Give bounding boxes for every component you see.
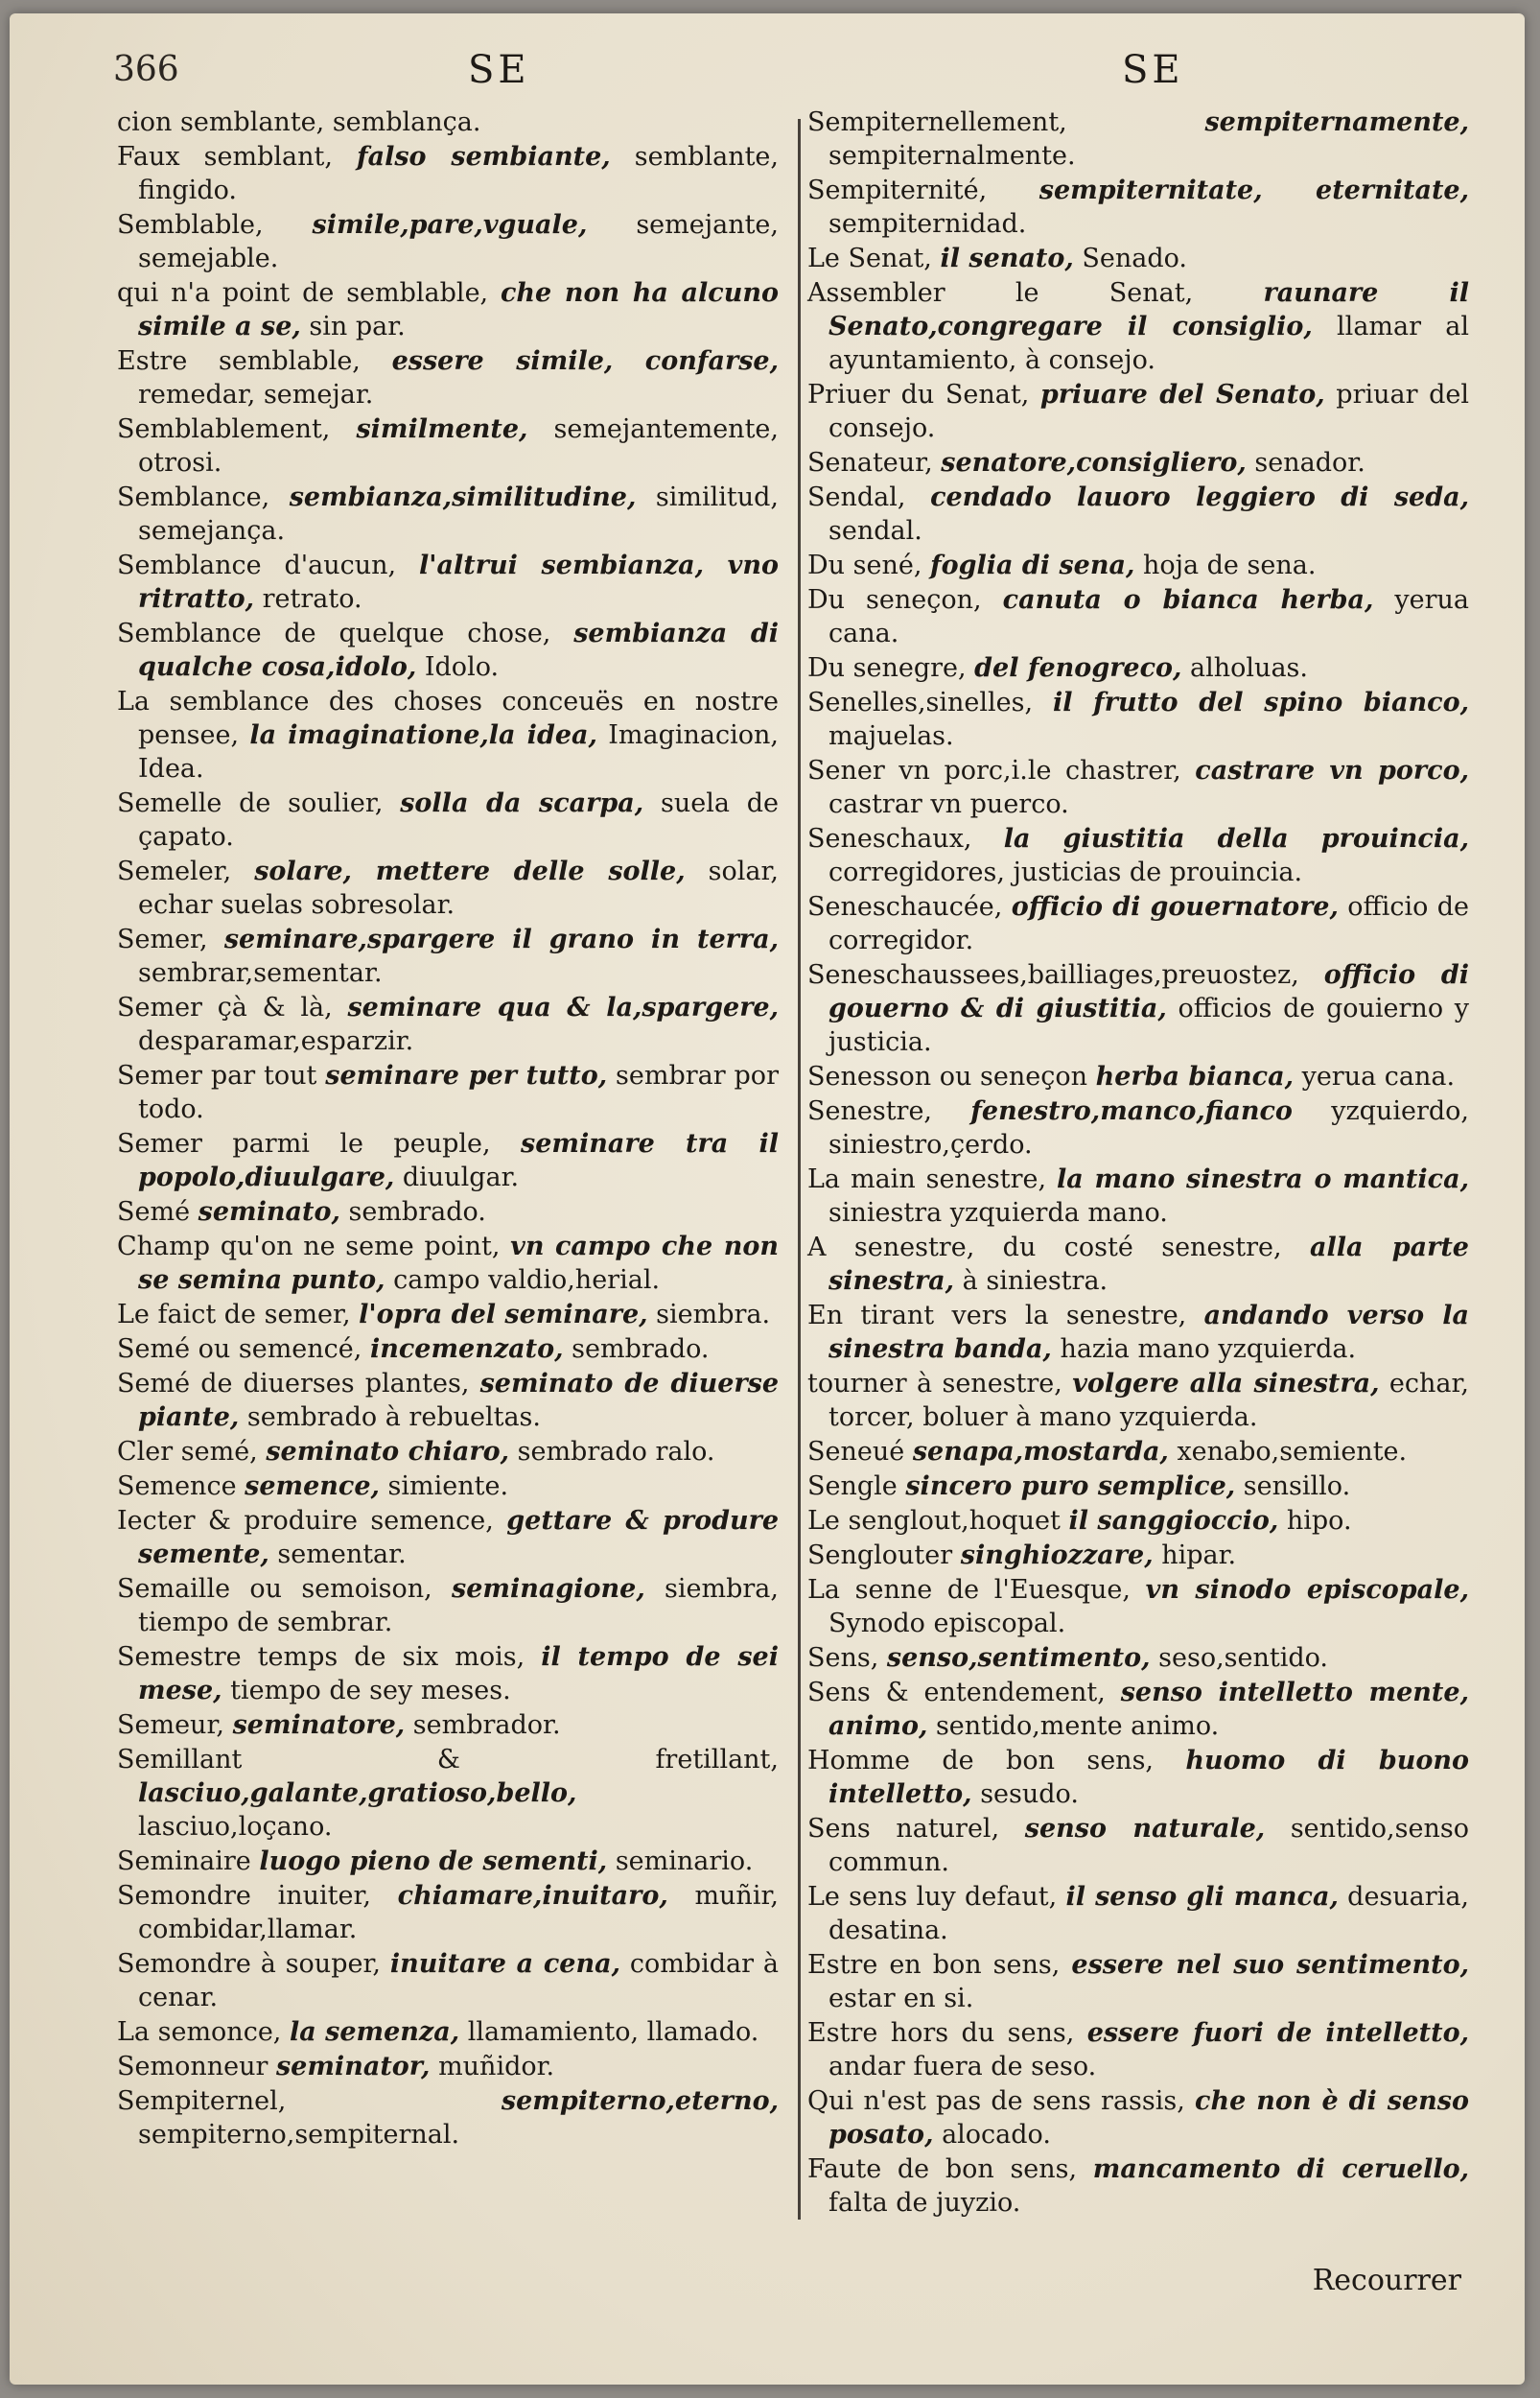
french-headword: Semondre inuiter,: [117, 1881, 371, 1911]
italian-equivalent: mancamento di ceruello,: [1092, 2154, 1469, 2184]
italian-equivalent: falso sembiante,: [356, 142, 611, 172]
french-headword: Le senglout,hoquet: [807, 1506, 1061, 1536]
spanish-equivalent: castrar vn puerco.: [828, 789, 1069, 819]
french-headword: Senateur,: [807, 448, 933, 478]
dictionary-entry: [807, 481, 1469, 548]
spanish-equivalent: corregidores, justicias de prouincia.: [828, 858, 1303, 887]
page-number: 366: [113, 50, 179, 89]
french-headword: Semer,: [117, 925, 208, 954]
french-headword: Sens,: [807, 1643, 879, 1673]
spanish-equivalent: siembra.: [656, 1300, 771, 1329]
italian-equivalent: seminato chiaro,: [266, 1437, 510, 1467]
spanish-equivalent: xenabo,semiente.: [1177, 1437, 1408, 1467]
spanish-equivalent: sesudo.: [980, 1779, 1079, 1809]
french-headword: Estre hors du sens,: [807, 2018, 1075, 2048]
french-headword: Priuer du Senat,: [807, 380, 1030, 410]
italian-equivalent: la semenza,: [289, 2017, 460, 2047]
french-headword: Semelle de soulier,: [117, 788, 384, 818]
spanish-equivalent: muñidor.: [438, 2052, 555, 2081]
french-headword: Semaille ou semoison,: [117, 1574, 432, 1604]
dictionary-entry: [117, 276, 779, 343]
dictionary-entry: [117, 106, 779, 139]
dictionary-entry: [117, 1059, 779, 1126]
french-headword: Semestre temps de six mois,: [117, 1642, 525, 1672]
spanish-equivalent: seso,sentido.: [1158, 1643, 1329, 1673]
french-headword: La semonce,: [117, 2017, 282, 2047]
dictionary-entry: [807, 1367, 1469, 1434]
spanish-equivalent: yzquierdo, siniestro,çerdo.: [828, 1096, 1469, 1160]
french-headword: Semblance d'aucun,: [117, 551, 397, 580]
spanish-equivalent: yerua cana.: [828, 585, 1470, 648]
italian-equivalent: sempiternamente,: [1204, 107, 1469, 137]
italian-equivalent: il senso gli manca,: [1065, 1882, 1339, 1912]
spanish-equivalent: hazia mano yzquierda.: [1060, 1334, 1357, 1364]
spanish-equivalent: hipo.: [1286, 1506, 1352, 1536]
dictionary-entry: [807, 1094, 1469, 1162]
italian-equivalent: volgere alla sinestra,: [1072, 1369, 1380, 1399]
italian-equivalent: raunare il Senato,congregare il consiglio,: [828, 278, 1469, 341]
dictionary-entry: [117, 1845, 779, 1878]
dictionary-entry: [807, 1060, 1469, 1093]
spanish-equivalent: officio de corregidor.: [828, 892, 1469, 955]
dictionary-entry: [117, 617, 779, 684]
french-headword: Seminaire: [117, 1846, 251, 1876]
spanish-equivalent: sembrar por todo.: [138, 1061, 779, 1124]
spanish-equivalent: desuaria, desatina.: [828, 1882, 1469, 1945]
french-headword: A senestre, du costé senestre,: [807, 1233, 1282, 1262]
spanish-equivalent: sembrador.: [412, 1710, 561, 1740]
french-headword: Iecter & produire semence,: [117, 1506, 494, 1536]
spanish-equivalent: sentido,mente animo.: [935, 1711, 1220, 1741]
spanish-equivalent: sempiternalmente.: [828, 141, 1076, 171]
spanish-equivalent: Idolo.: [424, 652, 500, 682]
french-headword: tourner à senestre,: [807, 1369, 1062, 1399]
dictionary-entry: [117, 549, 779, 616]
spanish-equivalent: lasciuo,loçano.: [138, 1812, 333, 1842]
dictionary-entry: [117, 1230, 779, 1297]
italian-equivalent: chiamare,inuitaro,: [397, 1881, 668, 1911]
spanish-equivalent: Senado.: [1082, 244, 1187, 273]
french-headword: Seneschaux,: [807, 824, 972, 854]
dictionary-entry: [807, 1676, 1469, 1743]
spanish-equivalent: alocado.: [942, 2120, 1051, 2150]
spanish-equivalent: semblante, fingido.: [138, 142, 779, 205]
french-headword: Semer parmi le peuple,: [117, 1129, 491, 1159]
spanish-equivalent: semejante, semejable.: [138, 210, 779, 273]
french-headword: Le sens luy defaut,: [807, 1882, 1058, 1912]
dictionary-entry: [117, 1332, 779, 1366]
dictionary-entry: [117, 1504, 779, 1571]
italian-equivalent: seminagione,: [452, 1574, 645, 1604]
dictionary-entry: [117, 1708, 779, 1742]
catchword: Recourrer: [1312, 2264, 1461, 2297]
french-headword: Assembler le Senat,: [807, 278, 1194, 308]
dictionary-entry: [807, 583, 1469, 650]
spanish-equivalent: siniestra yzquierda mano.: [828, 1198, 1168, 1228]
spanish-equivalent: muñir, combidar,llamar.: [138, 1881, 779, 1944]
italian-equivalent: castrare vn porco,: [1195, 756, 1469, 786]
dictionary-entry: [807, 1539, 1469, 1572]
french-headword: Sempiternellement,: [807, 107, 1067, 137]
italian-equivalent: seminato de diuerse piante,: [138, 1369, 779, 1432]
italian-equivalent: incemenzato,: [369, 1334, 564, 1364]
italian-equivalent: foglia di sena,: [930, 551, 1135, 580]
french-headword: Seneué: [807, 1437, 905, 1467]
french-headword: La semblance des choses conceuës en nostre pensee,: [117, 687, 779, 750]
dictionary-entry: [117, 787, 779, 854]
dictionary-entry: [117, 412, 779, 480]
french-headword: Semillant & fretillant,: [117, 1745, 779, 1775]
dictionary-entry: [117, 923, 779, 990]
dictionary-entry: [807, 1744, 1469, 1811]
french-headword: Sempiternité,: [807, 176, 988, 205]
spanish-equivalent: llamar al ayuntamiento, à consejo.: [828, 312, 1469, 375]
italian-equivalent: sempiternitate, eternitate,: [1038, 176, 1469, 205]
italian-equivalent: vn campo che non se semina punto,: [138, 1232, 779, 1295]
french-headword: Faux semblant,: [117, 142, 333, 172]
italian-equivalent: la imaginatione,la idea,: [249, 720, 597, 750]
french-headword: Seneschaucée,: [807, 892, 1003, 922]
italian-equivalent: sincero puro semplice,: [905, 1471, 1236, 1501]
dictionary-entry: [807, 1880, 1469, 1947]
french-headword: Semence: [117, 1471, 237, 1501]
dictionary-entry: [807, 1299, 1469, 1366]
dictionary-entry: [807, 958, 1469, 1059]
spanish-equivalent: diuulgar.: [402, 1163, 520, 1192]
french-headword: Du seneçon,: [807, 585, 982, 615]
italian-equivalent: essere nel suo sentimento,: [1071, 1950, 1469, 1980]
italian-equivalent: lasciuo,galante,gratioso,bello,: [138, 1778, 577, 1808]
italian-equivalent: senso naturale,: [1024, 1814, 1266, 1844]
spanish-equivalent: à siniestra.: [962, 1266, 1108, 1296]
italian-equivalent: luogo pieno de sementi,: [259, 1846, 608, 1876]
spanish-equivalent: campo valdio,herial.: [393, 1265, 661, 1295]
dictionary-entry: [807, 1435, 1469, 1469]
spanish-equivalent: sentido,senso commun.: [828, 1814, 1469, 1877]
italian-equivalent: officio di gouerno & di giustitia,: [828, 960, 1469, 1023]
dictionary-entry: [807, 1469, 1469, 1503]
spanish-equivalent: llamamiento, llamado.: [467, 2017, 759, 2047]
dictionary-entry: [117, 991, 779, 1058]
dictionary-entry: [807, 1163, 1469, 1230]
spanish-equivalent: alholuas.: [1190, 653, 1308, 683]
italian-equivalent: il senato,: [940, 244, 1074, 273]
dictionary-entry: [807, 651, 1469, 685]
dictionary-entry: [807, 1641, 1469, 1675]
french-headword: Seneschaussees,bailliages,preuostez,: [807, 960, 1299, 990]
spanish-equivalent: Synodo episcopal.: [828, 1609, 1066, 1638]
french-headword: Sener vn porc,i.le chastrer,: [807, 756, 1181, 786]
italian-equivalent: solla da scarpa,: [400, 788, 644, 818]
italian-equivalent: il tempo de sei mese,: [138, 1642, 779, 1705]
italian-equivalent: l'altrui sembianza, vno ritratto,: [138, 551, 780, 614]
italian-equivalent: seminatore,: [232, 1710, 406, 1740]
dictionary-entry: [807, 446, 1469, 480]
italian-equivalent: del fenogreco,: [974, 653, 1182, 683]
french-headword: Sens naturel,: [807, 1814, 1000, 1844]
dictionary-entry: [807, 2016, 1469, 2083]
italian-equivalent: semence,: [245, 1471, 380, 1501]
italian-equivalent: similmente,: [356, 414, 528, 444]
italian-equivalent: simile,pare,vguale,: [312, 210, 588, 240]
dictionary-entry: [117, 1298, 779, 1331]
dictionary-entry: [117, 1879, 779, 1946]
italian-equivalent: sembianza,similitudine,: [289, 482, 637, 512]
spanish-equivalent: simiente.: [387, 1471, 509, 1501]
dictionary-entry: [807, 1812, 1469, 1879]
dictionary-entry: [117, 1367, 779, 1434]
spanish-equivalent: sementar.: [277, 1540, 407, 1569]
french-headword: Semer çà & là,: [117, 993, 333, 1023]
dictionary-entry: [117, 1640, 779, 1707]
french-headword: Sempiternel,: [117, 2086, 287, 2116]
italian-equivalent: seminare per tutto,: [325, 1061, 608, 1091]
dictionary-entry: [117, 2015, 779, 2049]
french-headword: Semblance,: [117, 482, 270, 512]
spanish-equivalent: hipar.: [1161, 1540, 1237, 1570]
dictionary-entry: [117, 1195, 779, 1229]
spanish-equivalent: senador.: [1254, 448, 1365, 478]
french-headword: Sengle: [807, 1471, 898, 1501]
spanish-equivalent: similitud, semejança.: [138, 482, 779, 546]
italian-equivalent: huomo di buono intelletto,: [828, 1746, 1469, 1809]
dictionary-entry: [117, 685, 779, 786]
french-headword: Du senegre,: [807, 653, 967, 683]
italian-equivalent: la mano sinestra o mantica,: [1057, 1164, 1469, 1194]
spanish-equivalent: sempiterno,sempiternal.: [138, 2120, 460, 2150]
running-head-right: SE: [1122, 48, 1184, 92]
spanish-equivalent: sin par.: [309, 312, 406, 341]
italian-equivalent: andando verso la sinestra banda,: [828, 1301, 1469, 1364]
french-headword: Senglouter: [807, 1540, 953, 1570]
dictionary-entry: [807, 276, 1469, 377]
french-headword: Le faict de semer,: [117, 1300, 351, 1329]
french-headword: Semondre à souper,: [117, 1949, 381, 1979]
french-headword: Faute de bon sens,: [807, 2154, 1078, 2184]
italian-equivalent: inuitare a cena,: [389, 1949, 620, 1979]
spanish-equivalent: desparamar,esparzir.: [138, 1026, 414, 1056]
spanish-equivalent: priuar del consejo.: [828, 380, 1470, 443]
french-headword: Senelles,sinelles,: [807, 688, 1034, 717]
french-headword: Semeur,: [117, 1710, 224, 1740]
dictionary-entry: [117, 481, 779, 548]
french-headword: Semer par tout: [117, 1061, 317, 1091]
spanish-equivalent: seminario.: [615, 1846, 754, 1876]
dictionary-entry: [807, 174, 1469, 241]
spanish-equivalent: Imaginacion, Idea.: [138, 720, 779, 784]
dictionary-entry: [807, 378, 1469, 445]
dictionary-entry: [807, 1948, 1469, 2015]
italian-equivalent: senso intelletto mente, animo,: [828, 1678, 1469, 1741]
spanish-equivalent: sembrado.: [572, 1334, 710, 1364]
italian-equivalent: herba bianca,: [1095, 1062, 1294, 1092]
dictionary-entry: [807, 242, 1469, 275]
italian-equivalent: essere simile, confarse,: [391, 346, 779, 376]
french-headword: Senesson ou seneçon: [807, 1062, 1087, 1092]
dictionary-entry: [117, 2084, 779, 2151]
french-headword: Du sené,: [807, 551, 922, 580]
french-headword: cion semblante, semblança.: [117, 107, 481, 137]
french-headword: qui n'a point de semblable,: [117, 278, 489, 308]
dictionary-entry: [807, 686, 1469, 753]
french-headword: En tirant vers la senestre,: [807, 1301, 1187, 1330]
spanish-equivalent: sembrado.: [348, 1197, 486, 1227]
french-headword: Senestre,: [807, 1096, 933, 1126]
french-headword: Cler semé,: [117, 1437, 258, 1467]
italian-equivalent: vn sinodo episcopale,: [1145, 1575, 1470, 1605]
dictionary-entry: [117, 855, 779, 922]
spanish-equivalent: officios de gouierno y justicia.: [828, 994, 1469, 1057]
french-headword: Sens & entendement,: [807, 1678, 1106, 1707]
italian-equivalent: fenestro,manco,fianco: [970, 1096, 1293, 1126]
spanish-equivalent: yerua cana.: [1301, 1062, 1456, 1092]
spanish-equivalent: hoja de sena.: [1142, 551, 1317, 580]
french-headword: Semeler,: [117, 857, 232, 886]
italian-equivalent: seminato,: [198, 1197, 340, 1227]
french-headword: Sendal,: [807, 482, 906, 512]
right-column: [807, 106, 1469, 2221]
french-headword: La main senestre,: [807, 1164, 1047, 1194]
french-headword: Semé: [117, 1197, 191, 1227]
dictionary-entry: [807, 2152, 1469, 2220]
dictionary-entry: [807, 1504, 1469, 1538]
italian-equivalent: canuta o bianca herba,: [1002, 585, 1374, 615]
spanish-equivalent: majuelas.: [828, 721, 954, 751]
italian-equivalent: singhiozzare,: [960, 1540, 1154, 1570]
italian-equivalent: il sanggioccio,: [1068, 1506, 1279, 1536]
italian-equivalent: senapa,mostarda,: [912, 1437, 1169, 1467]
french-headword: Semé ou semencé,: [117, 1334, 362, 1364]
italian-equivalent: essere fuori de intelletto,: [1086, 2018, 1469, 2048]
spanish-equivalent: siembra, tiempo de sembrar.: [138, 1574, 779, 1637]
french-headword: Semé de diuerses plantes,: [117, 1369, 470, 1399]
spanish-equivalent: echar, torcer, boluer à mano yzquierda.: [828, 1369, 1469, 1432]
french-headword: Semonneur: [117, 2052, 268, 2081]
column-divider: [798, 119, 801, 2220]
spanish-equivalent: sensillo.: [1243, 1471, 1351, 1501]
spanish-equivalent: tiempo de sey meses.: [230, 1676, 511, 1705]
french-headword: Champ qu'on ne seme point,: [117, 1232, 501, 1261]
dictionary-entry: [807, 2084, 1469, 2151]
dictionary-entry: [807, 754, 1469, 821]
italian-equivalent: sempiterno,eterno,: [501, 2086, 779, 2116]
dictionary-entry: [117, 2050, 779, 2083]
italian-equivalent: l'opra del seminare,: [359, 1300, 648, 1329]
spanish-equivalent: falta de juyzio.: [828, 2188, 1021, 2218]
italian-equivalent: che non ha alcuno simile a se,: [138, 278, 779, 341]
italian-equivalent: che non è di senso posato,: [828, 2086, 1469, 2150]
italian-equivalent: priuare del Senato,: [1039, 380, 1325, 410]
italian-equivalent: gettare & produre semente,: [138, 1506, 779, 1569]
french-headword: Semblable,: [117, 210, 264, 240]
dictionary-entry: [117, 208, 779, 275]
spanish-equivalent: remedar, semejar.: [138, 380, 374, 410]
spanish-equivalent: sendal.: [828, 516, 922, 546]
running-head-left: SE: [468, 48, 530, 92]
italian-equivalent: seminare tra il popolo,diuulgare,: [138, 1129, 779, 1192]
dictionary-entry: [117, 1435, 779, 1469]
dictionary-entry: [807, 890, 1469, 957]
spanish-equivalent: andar fuera de seso.: [828, 2052, 1097, 2081]
dictionary-entry: [117, 1743, 779, 1844]
left-column: [117, 106, 779, 2152]
spanish-equivalent: sempiternidad.: [828, 209, 1027, 239]
dictionary-entry: [807, 1231, 1469, 1298]
spanish-equivalent: sembrado ralo.: [517, 1437, 715, 1467]
french-headword: Qui n'est pas de sens rassis,: [807, 2086, 1185, 2116]
spanish-equivalent: estar en si.: [828, 1984, 974, 2013]
italian-equivalent: cendado lauoro leggiero di seda,: [930, 482, 1469, 512]
french-headword: Semblablement,: [117, 414, 331, 444]
italian-equivalent: seminare,spargere il grano in terra,: [223, 925, 779, 954]
italian-equivalent: solare, mettere delle solle,: [254, 857, 686, 886]
dictionary-entry: [117, 1127, 779, 1194]
italian-equivalent: senso,sentimento,: [886, 1643, 1151, 1673]
dictionary-entry: [807, 106, 1469, 173]
french-headword: Estre en bon sens,: [807, 1950, 1061, 1980]
spanish-equivalent: retrato.: [262, 584, 362, 614]
italian-equivalent: officio di gouernatore,: [1011, 892, 1339, 922]
dictionary-page: [10, 13, 1525, 2385]
spanish-equivalent: suela de çapato.: [138, 788, 779, 852]
spanish-equivalent: sembrar,sementar.: [138, 958, 383, 988]
italian-equivalent: sembianza di qualche cosa,idolo,: [138, 619, 779, 682]
dictionary-entry: [117, 1469, 779, 1503]
dictionary-entry: [117, 1947, 779, 2014]
french-headword: Semblance de quelque chose,: [117, 619, 551, 648]
italian-equivalent: alla parte sinestra,: [828, 1233, 1469, 1296]
dictionary-entry: [117, 344, 779, 411]
dictionary-entry: [807, 822, 1469, 889]
spanish-equivalent: solar, echar suelas sobresolar.: [138, 857, 779, 920]
italian-equivalent: seminator,: [275, 2052, 431, 2081]
spanish-equivalent: combidar à cenar.: [138, 1949, 779, 2012]
french-headword: Le Senat,: [807, 244, 932, 273]
spanish-equivalent: sembrado à rebueltas.: [246, 1402, 541, 1432]
french-headword: La senne de l'Euesque,: [807, 1575, 1131, 1605]
dictionary-entry: [807, 549, 1469, 582]
french-headword: Homme de bon sens,: [807, 1746, 1155, 1775]
spanish-equivalent: semejantemente, otrosi.: [138, 414, 779, 478]
italian-equivalent: senatore,consigliero,: [941, 448, 1247, 478]
dictionary-entry: [117, 1572, 779, 1639]
italian-equivalent: il frutto del spino bianco,: [1052, 688, 1470, 717]
dictionary-entry: [117, 140, 779, 207]
italian-equivalent: seminare qua & la,spargere,: [347, 993, 780, 1023]
dictionary-entry: [807, 1573, 1469, 1640]
french-headword: Estre semblable,: [117, 346, 361, 376]
italian-equivalent: la giustitia della prouincia,: [1003, 824, 1469, 854]
